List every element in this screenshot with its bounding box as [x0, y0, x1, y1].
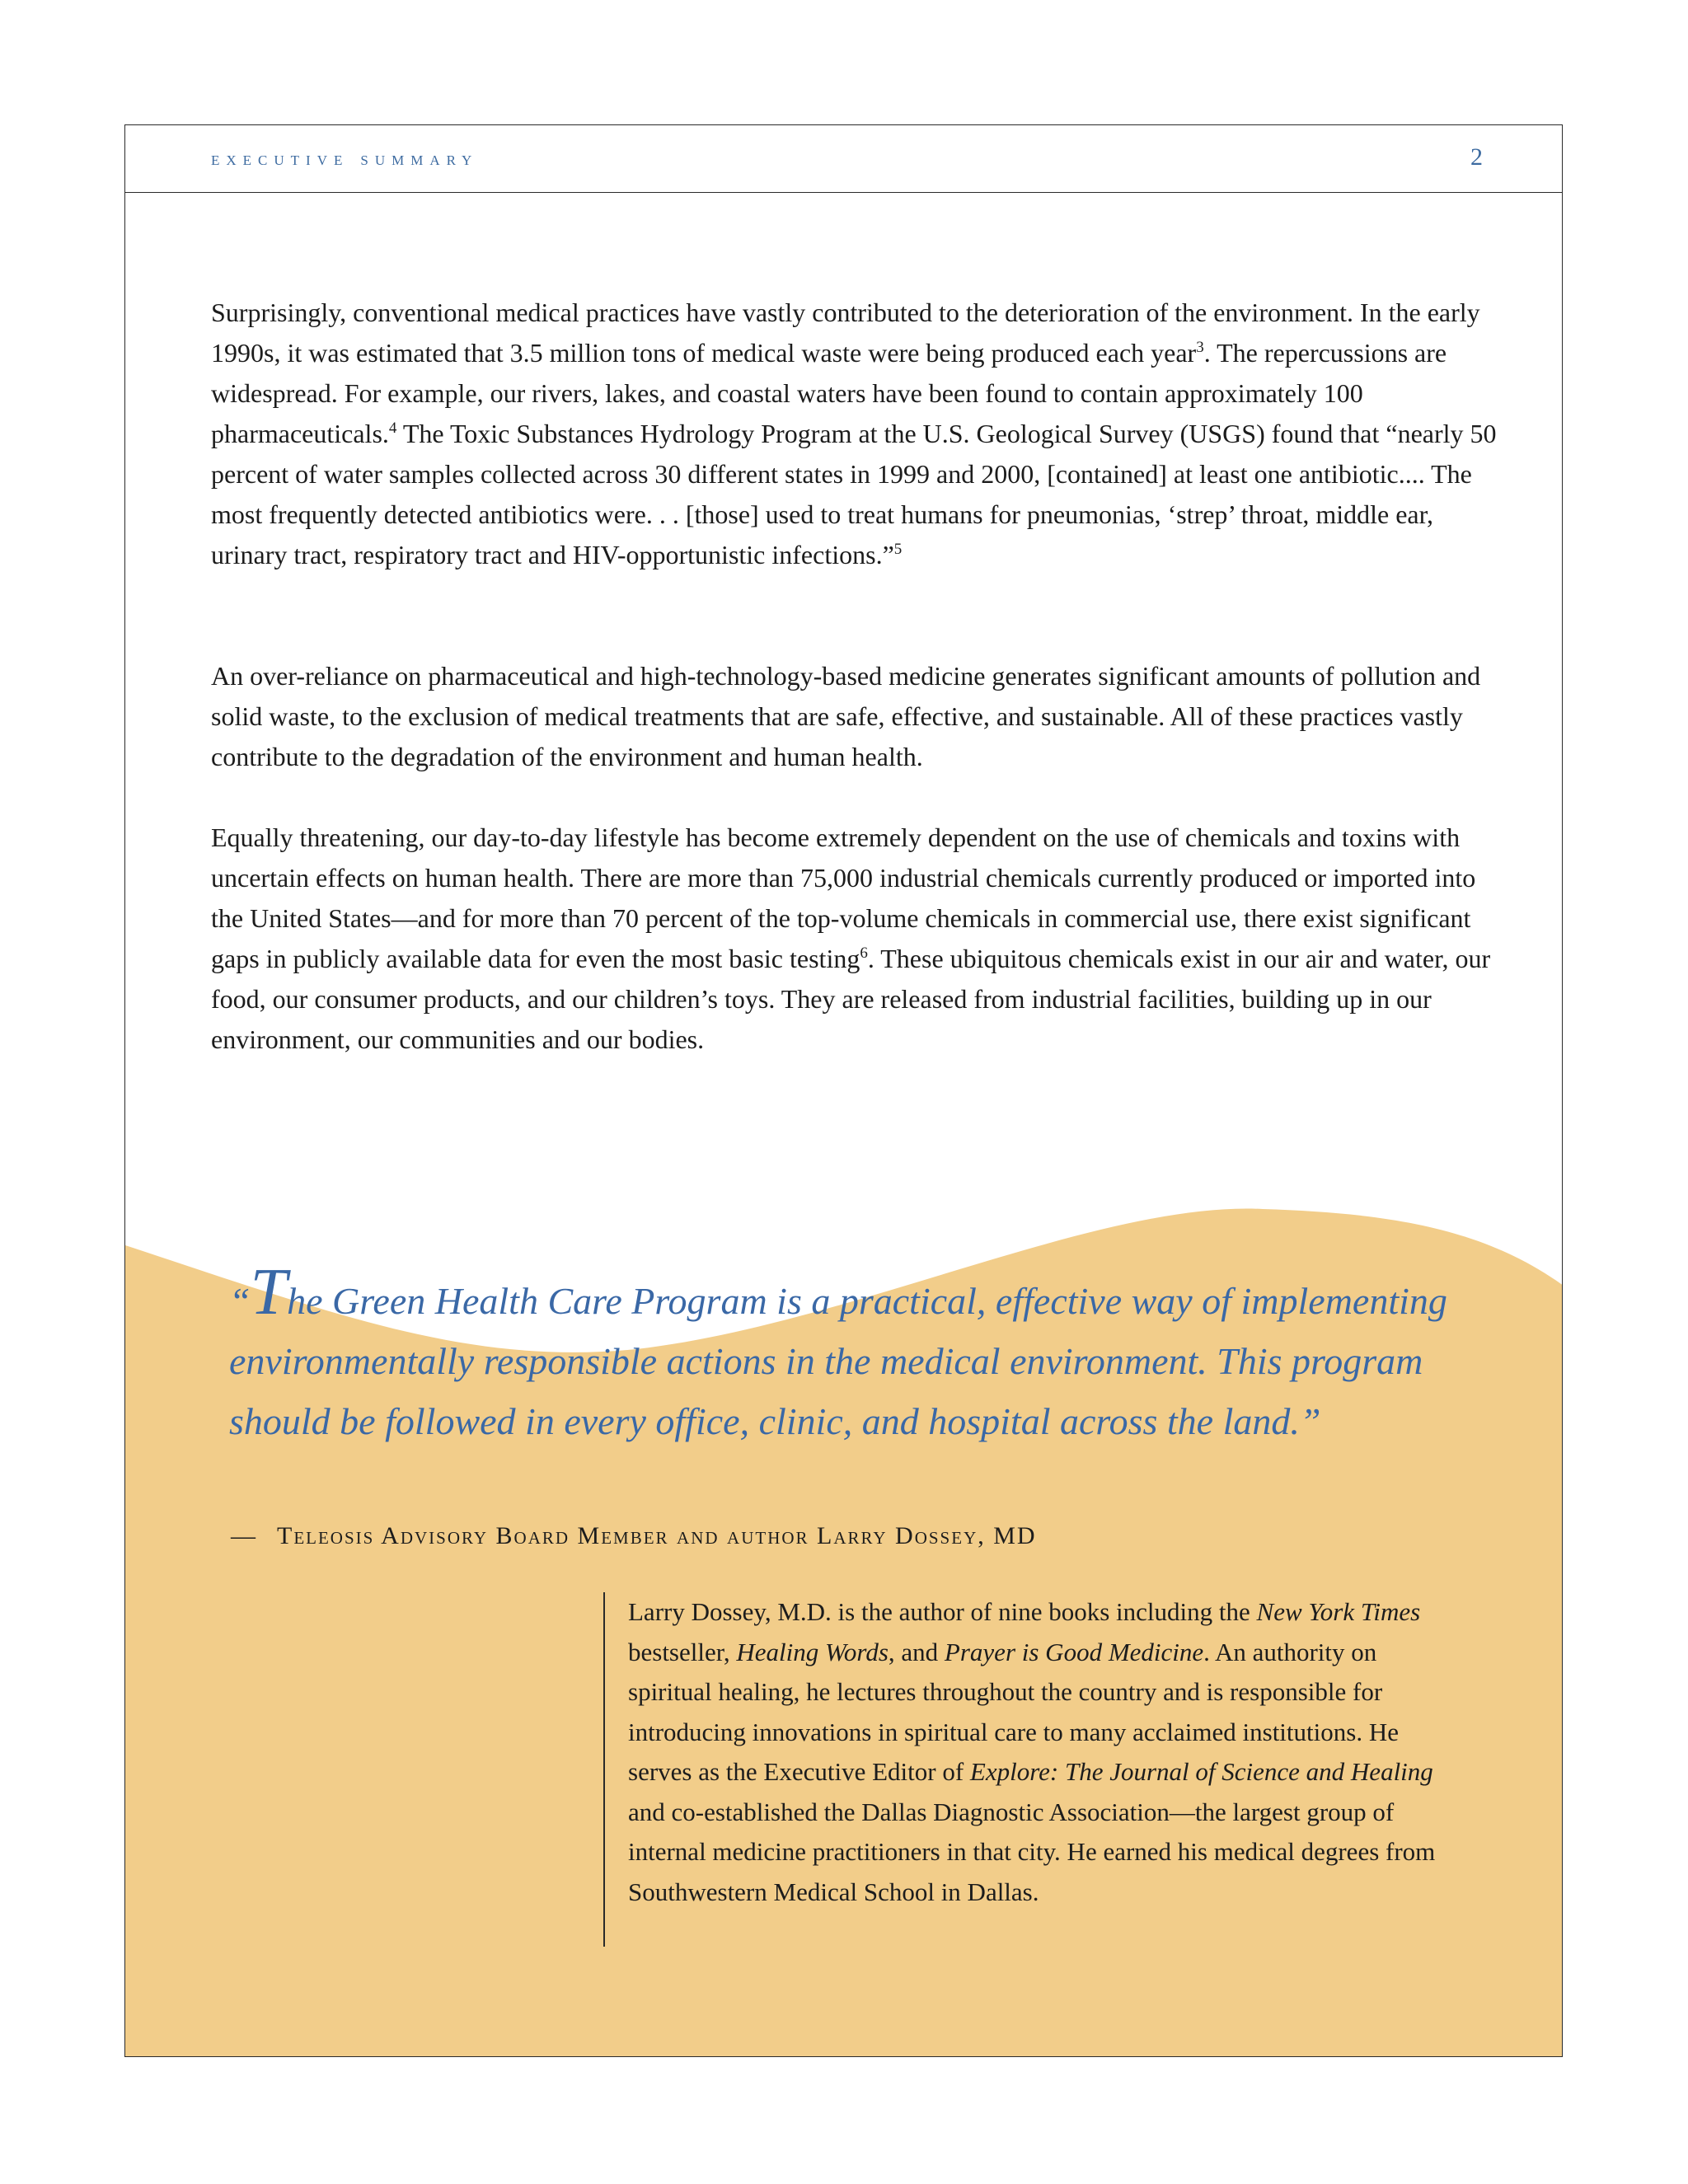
author-bio: [603, 1592, 1437, 1947]
footnote-ref: 4: [388, 419, 397, 437]
paragraph-medical-waste: Surprisingly, conventional medical practices have vastly contributed to the deterioration of the environment. In the early 1990s, it was estimated that 3.5 million tons of medical waste were being produced each year$^3$. The repercussions are widespread. For example, our rivers, lakes, and coastal waters have been found to contain approximately 100 pharmaceuticals.$^4$ The Toxic Substances Hydrology Program at the U.S. Geological Survey (USGS) found that “nearly 50 percent of water samples collected across 30 different states in 1999 and 2000, [contained] at least one antibiotic.... The most frequently detected antibiotics were. . . [those] used to treat humans for pneumonias, ‘strep’ throat, middle ear, urinary tract, respiratory tract and HIV-opportunistic infections.”$^5$: [211, 298, 1497, 569]
page-number: 2: [1470, 143, 1483, 171]
pull-quote: [229, 1256, 1465, 1451]
page-frame: [124, 124, 1563, 2057]
quote-drop-initial: T: [250, 1256, 288, 1329]
attribution-dash: —: [231, 1522, 257, 1549]
bio-text: Larry Dossey, M.D. is the author of nine books including the New York Times bestseller, Healing Words, and Prayer is Good Medicine. An authority on spiritual healing, he lectures throughout the country and is responsible for introducing innovations in spiritual care to many acclaimed institutions. He serves as the Executive Editor of Explore: The Journal of Science and Healing and co-established the Dallas Diagnostic Association—the largest group of internal medicine practitioners in that city. He earned his medical degrees from Southwestern Medical School in Dallas.: [628, 1597, 1436, 1906]
paragraph-chemicals: Equally threatening, our day-to-day lifestyle has become extremely dependent on the use of chemicals and toxins with uncertain effects on human health. There are more than 75,000 industrial chemicals currently produced or imported into the United States—and for more than 70 percent of the top-volume chemicals in commercial use, there exist significant gaps in publicly available data for even the most basic testing$^6$. These ubiquitous chemicals exist in our air and water, our food, our consumer products, and our children’s toys. They are released from industrial facilities, building up in our environment, our communities and our bodies.: [211, 823, 1491, 1054]
attribution-text: Teleosis Advisory Board Member and author Larry Dossey, MD: [277, 1522, 1037, 1549]
section-title: executive summary: [211, 148, 479, 170]
quote-attribution: [231, 1522, 1037, 1550]
footnote-ref: 3: [1196, 339, 1204, 356]
page-header: [125, 125, 1562, 193]
quote-text: he Green Health Care Program is a practical, effective way of implementing environmentally responsible actions in the medical environment. This program should be followed in every office, clinic, and hospital across the land.”: [229, 1280, 1447, 1442]
quote-open-mark: “: [229, 1280, 251, 1322]
paragraph-over-reliance: An over-reliance on pharmaceutical and high-technology-based medicine generates significant amounts of pollution and solid waste, to the exclusion of medical treatments that are safe, effective, and sustainable. All of these practices vastly contribute to the degradation of the environment and human health.: [211, 661, 1481, 771]
footnote-ref: 5: [893, 541, 903, 558]
footnote-ref: 6: [860, 944, 868, 962]
